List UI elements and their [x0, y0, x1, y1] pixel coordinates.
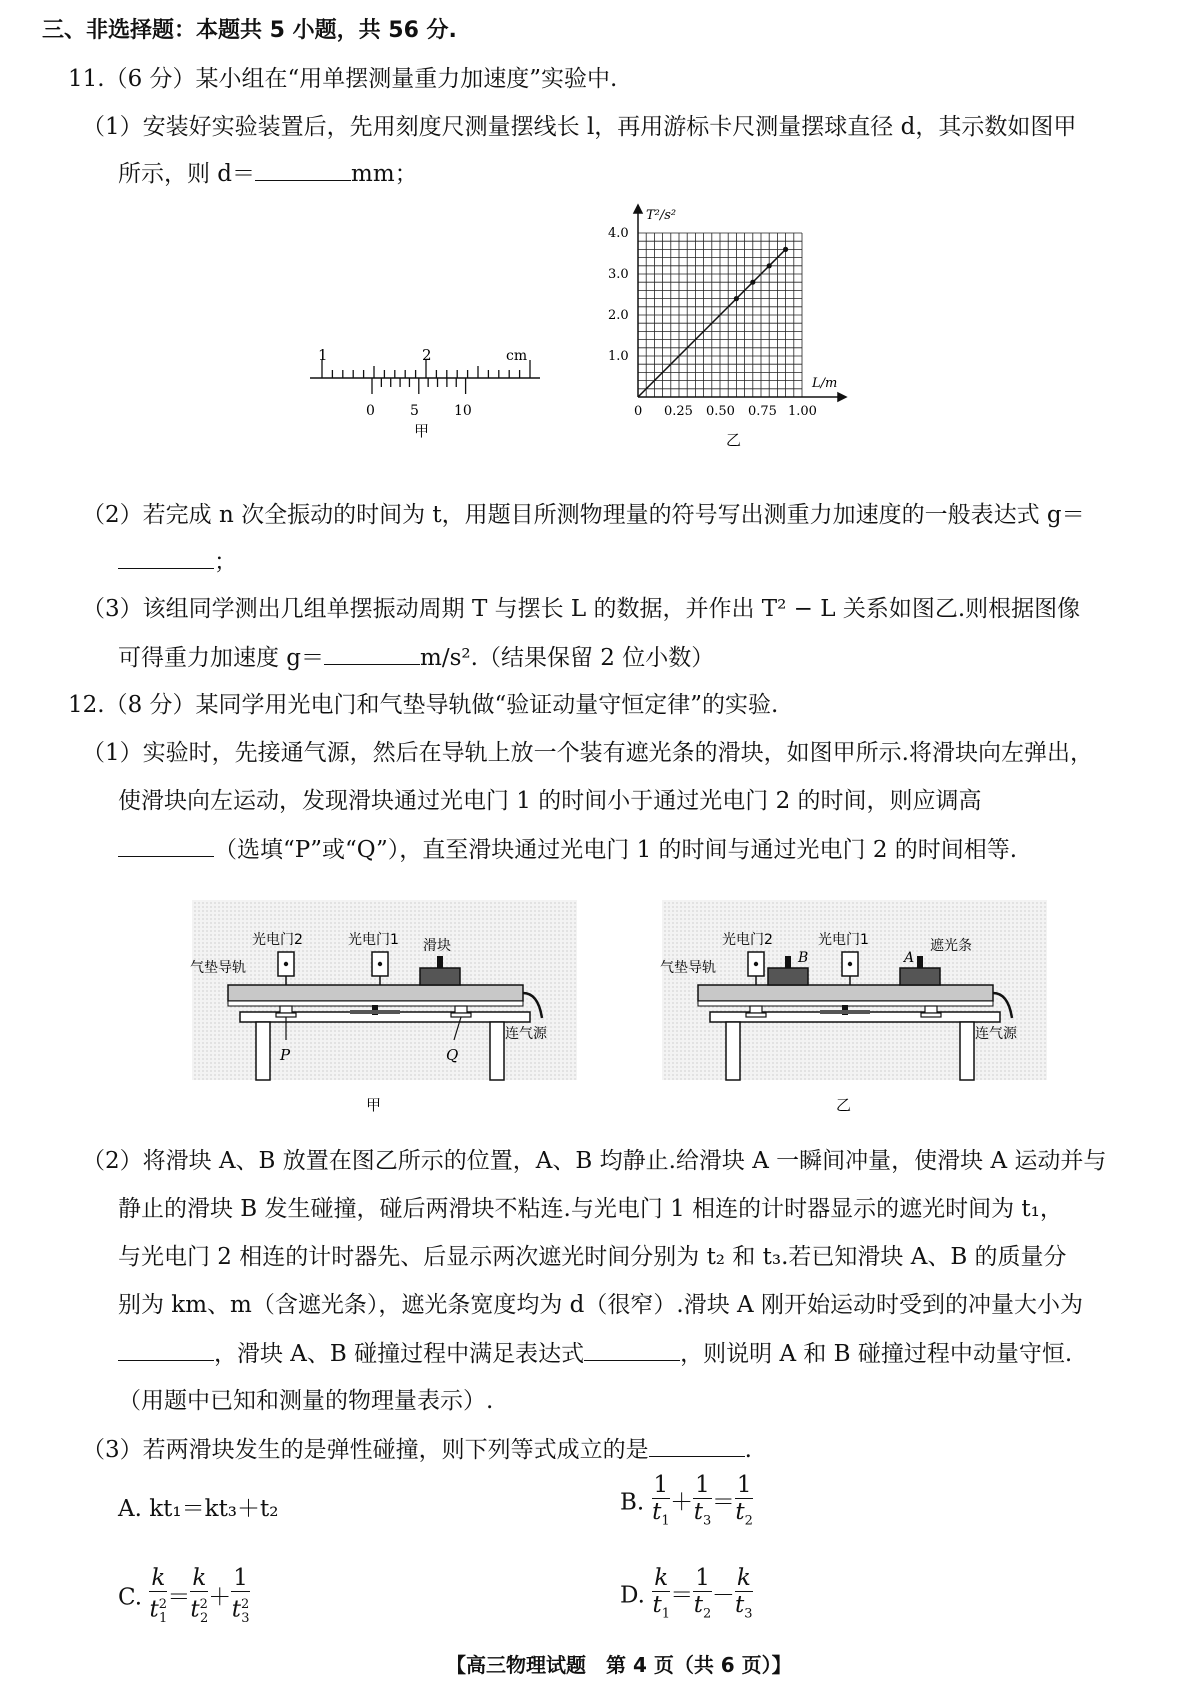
- track-label: 气垫导轨: [660, 960, 716, 976]
- track-label: 气垫导轨: [190, 960, 246, 976]
- q11-part1-line2: [118, 158, 418, 189]
- q12-part2-line4: 别为 km、m（含遮光条），遮光条宽度均为 d（很窄）.滑块 A 刚开始运动时受到的冲量大小为: [118, 1292, 1083, 1318]
- graph-x-tick-025: 0.25: [664, 404, 693, 419]
- graph-x-tick-050: 0.50: [706, 404, 735, 419]
- air-track-figure-a: [190, 890, 580, 1115]
- air-track-figure-b: [660, 890, 1060, 1115]
- graph-data-point: [767, 263, 772, 268]
- q11-part3-post: m/s².（结果保留 2 位小数）: [420, 645, 715, 671]
- strip-label: 遮光条: [930, 938, 972, 954]
- q12-part1-line2: 使滑块向左运动，发现滑块通过光电门 1 的时间小于通过光电门 2 的时间，则应调高: [118, 788, 982, 814]
- slider-b: [768, 968, 808, 985]
- graph-data-point: [750, 280, 755, 285]
- slider-a-label: A: [904, 950, 915, 966]
- q11-stem: 11.（6 分）某小组在“用单摆测量重力加速度”实验中.: [68, 66, 618, 92]
- option-a[interactable]: A. kt₁＝kt₃＋t₂: [118, 1496, 279, 1522]
- graph-x-axis-label: L/m: [812, 376, 838, 391]
- graph-y-tick-1: 1.0: [608, 349, 629, 364]
- caliper-unit: cm: [506, 348, 528, 364]
- fraction-k-over-t1: $\frac{k}{t_1}$: [652, 1565, 670, 1622]
- q11-part3-line1: （3）该组同学测出几组单摆振动周期 T 与摆长 L 的数据，并作出 T² − L 关系如图乙.则根据图像: [82, 596, 1081, 622]
- option-c[interactable]: C. $\frac{k}{t^2_1}$ ＝ $\frac{k}{t^2_2}$ ＋ $\frac{1}{t^2_3}$: [118, 1565, 250, 1632]
- t2-l-graph: [608, 205, 850, 460]
- slider-block: [420, 968, 460, 985]
- graph-data-point: [783, 247, 788, 252]
- q12-part2-line6: （用题中已知和测量的物理量表示）.: [118, 1388, 494, 1414]
- caliper-vernier-label-5: 5: [410, 403, 419, 419]
- option-b[interactable]: B. $\frac{1}{t_1}$ ＋ $\frac{1}{t_3}$ ＝ $\frac{1}{t_2}$: [620, 1472, 753, 1535]
- graph-y-tick-4: 4.0: [608, 226, 629, 241]
- fraction-1-over-t2: $\frac{1}{t_2}$: [735, 1472, 753, 1529]
- fraction-1-over-t3-squared: $\frac{1}{t^2_3}$: [231, 1565, 250, 1627]
- q12-part2-mid: ，滑块 A、B 碰撞过程中满足表达式: [214, 1341, 585, 1367]
- page-footer: 【高三物理试题 第 4 页（共 6 页）】: [446, 1653, 792, 1677]
- air-track: [228, 985, 523, 1001]
- q11-part3-line2: [118, 642, 714, 673]
- option-d-label: D.: [620, 1582, 645, 1609]
- gate2-label: 光电门2: [722, 932, 773, 948]
- caliper-main-label-2: 2: [422, 346, 432, 364]
- gate2-sensor-icon: [284, 962, 288, 966]
- caliper-vernier-label-10: 10: [454, 403, 472, 419]
- q12-part2-line2: 静止的滑块 B 发生碰撞，碰后两滑块不粘连.与光电门 1 相连的计时器显示的遮光时间为 t₁，: [118, 1196, 1063, 1222]
- q11-part2-line2: [118, 546, 237, 577]
- graph-y-tick-3: 3.0: [608, 267, 629, 282]
- gate2-label: 光电门2: [252, 932, 303, 948]
- graph-x-tick-075: 0.75: [748, 404, 777, 419]
- air-track: [698, 985, 993, 1001]
- answer-blank-elastic[interactable]: [649, 1434, 745, 1457]
- q12-part1-line1: （1）实验时，先接通气源，然后在导轨上放一个装有遮光条的滑块，如图甲所示.将滑块向左弹出，: [82, 740, 1093, 766]
- slider-b-label: B: [798, 950, 809, 966]
- answer-blank-impulse[interactable]: [118, 1338, 214, 1361]
- gate1-label: 光电门1: [818, 932, 869, 948]
- vernier-caliper-figure: [300, 340, 550, 440]
- q12-part1-post: （选填“P”或“Q”），直至滑块通过光电门 1 的时间与通过光电门 2 的时间相等.: [214, 837, 1018, 863]
- option-d[interactable]: D. $\frac{k}{t_1}$ ＝ $\frac{1}{t_2}$ － $\frac{k}{t_3}$: [620, 1565, 753, 1628]
- answer-blank-g-value[interactable]: [324, 642, 420, 665]
- air-source-label: 连气源: [505, 1026, 547, 1042]
- q11-part2-line1: （2）若完成 n 次全振动的时间为 t，用题目所测物理量的符号写出测重力加速度的一般表达式 g＝: [82, 502, 1085, 528]
- air-source-label: 连气源: [975, 1026, 1017, 1042]
- q12-part2-line5: [118, 1338, 1072, 1369]
- q11-part1-pre: 所示，则 d＝: [118, 161, 256, 187]
- screw-p-label: P: [280, 1046, 291, 1064]
- slider-label: 滑块: [423, 938, 451, 954]
- fraction-1-over-t2: $\frac{1}{t_2}$: [693, 1565, 712, 1622]
- fraction-k-over-t3: $\frac{k}{t_3}$: [735, 1565, 753, 1622]
- answer-blank-momentum-expression[interactable]: [584, 1338, 680, 1361]
- graph-caption: 乙: [726, 431, 742, 449]
- graph-x-tick-0: 0: [634, 404, 643, 419]
- q12-part2-post: ，则说明 A 和 B 碰撞过程中动量守恒.: [680, 1341, 1073, 1367]
- q12-part2-line1: （2）将滑块 A、B 放置在图乙所示的位置，A、B 均静止.给滑块 A 一瞬间冲量，使滑块 A 运动并与: [82, 1148, 1107, 1174]
- section-header: 三、非选择题：本题共 5 小题，共 56 分.: [42, 18, 457, 43]
- figure-a-caption: 甲: [366, 1096, 382, 1114]
- option-b-label: B.: [620, 1489, 645, 1516]
- screw-q-label: Q: [446, 1046, 459, 1064]
- answer-blank-d[interactable]: [255, 158, 351, 181]
- graph-x-tick-100: 1.00: [788, 404, 817, 419]
- gate1-sensor-icon: [378, 962, 382, 966]
- gate1-sensor-icon: [848, 962, 852, 966]
- option-c-label: C.: [118, 1584, 143, 1611]
- fraction-1-over-t3: $\frac{1}{t_3}$: [693, 1472, 712, 1529]
- q12-part3-post: .: [744, 1437, 752, 1463]
- fraction-k-over-t2-squared: $\frac{k}{t^2_2}$: [190, 1565, 209, 1627]
- q12-stem: 12.（8 分）某同学用光电门和气垫导轨做“验证动量守恒定律”的实验.: [68, 692, 779, 718]
- gate1-label: 光电门1: [348, 932, 399, 948]
- graph-y-tick-2: 2.0: [608, 308, 629, 323]
- caliper-caption: 甲: [414, 422, 430, 440]
- q11-part1-line1: （1）安装好实验装置后，先用刻度尺测量摆线长 l，再用游标卡尺测量摆球直径 d，其示数如图甲: [82, 114, 1077, 140]
- fraction-1-over-t1: $\frac{1}{t_1}$: [652, 1472, 670, 1529]
- fraction-k-over-t1-squared: $\frac{k}{t^2_1}$: [149, 1565, 168, 1627]
- gate2-sensor-icon: [754, 962, 758, 966]
- graph-data-point: [734, 296, 739, 301]
- q12-part2-line3: 与光电门 2 相连的计时器先、后显示两次遮光时间分别为 t₂ 和 t₃.若已知滑块 A、B 的质量分: [118, 1244, 1067, 1270]
- q12-part3-pre: （3）若两滑块发生的是弹性碰撞，则下列等式成立的是: [82, 1437, 649, 1463]
- caliper-main-label-1: 1: [318, 346, 328, 364]
- caliper-vernier-label-0: 0: [366, 403, 375, 419]
- q12-part3-line1: [82, 1434, 752, 1465]
- graph-y-axis-label: T²/s²: [646, 208, 677, 223]
- answer-blank-g-expression[interactable]: [118, 546, 214, 569]
- answer-blank-p-or-q[interactable]: [118, 834, 214, 857]
- slider-a: [900, 968, 940, 985]
- q12-part1-line3: [118, 834, 1017, 865]
- q11-part1-post: mm；: [351, 161, 418, 187]
- q11-part2-post: ；: [214, 549, 237, 575]
- figure-b-caption: 乙: [836, 1096, 852, 1114]
- q11-part3-pre: 可得重力加速度 g＝: [118, 645, 325, 671]
